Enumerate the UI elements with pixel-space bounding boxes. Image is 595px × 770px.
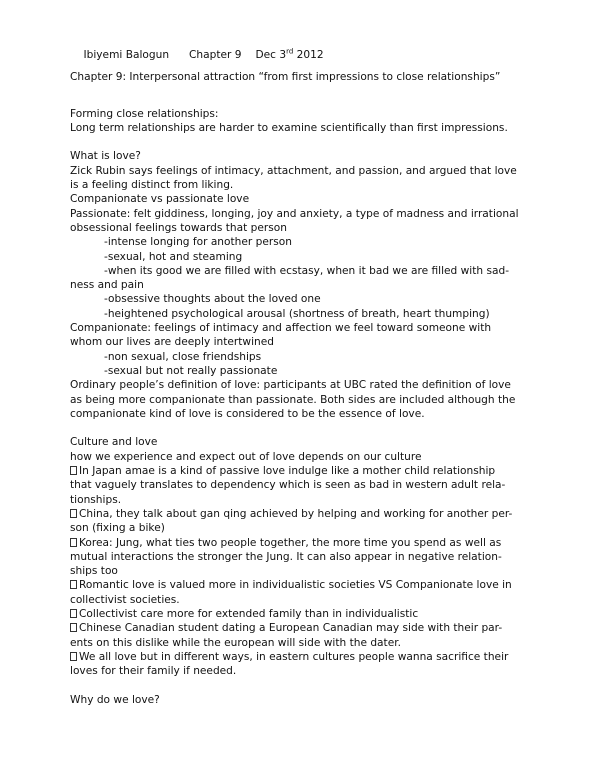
chapter-title: Chapter 9: Interpersonal attraction “from first impressions to close relationships” xyxy=(70,71,501,83)
list-item: Korea: Jung, what ties two people together, the more time you spend as well as xyxy=(70,536,560,550)
why-love-heading: Why do we love? xyxy=(70,693,160,706)
list-item: China, they talk about gan qing achieved by helping and working for another per- xyxy=(70,507,560,521)
text-line: Companionate vs passionate love xyxy=(70,193,250,206)
indented-item: -non sexual, close friendships xyxy=(104,350,262,363)
indented-item: -sexual but not really passionate xyxy=(104,364,278,377)
list-item-cont: tionships. xyxy=(70,493,122,506)
checkbox-icon xyxy=(70,609,77,618)
list-item-cont: ships too xyxy=(70,565,118,578)
text-line: Companionate: feelings of intimacy and affection we feel toward someone with xyxy=(70,322,492,335)
text-line: as being more companionate than passionate. Both sides are included although the xyxy=(70,393,516,406)
checkbox-icon xyxy=(70,580,77,589)
checkbox-icon xyxy=(70,538,77,547)
text-line: obsessional feelings towards that person xyxy=(70,221,287,234)
culture-heading: Culture and love xyxy=(70,436,158,449)
text-line: companionate kind of love is considered to be the essence of love. xyxy=(70,407,425,420)
love-heading: What is love? xyxy=(70,150,141,163)
indented-item: -when its good we are filled with ecstasy, when it bad we are filled with sad- xyxy=(104,264,510,277)
text-line: is a feeling distinct from liking. xyxy=(70,179,234,192)
text-line: whom our lives are deeply intertwined xyxy=(70,336,274,349)
list-item-cont: that vaguely translates to dependency which is seen as bad in western adult rela- xyxy=(70,479,506,492)
chapter-label: Chapter 9 xyxy=(189,49,242,62)
checkbox-icon xyxy=(70,466,77,475)
list-item: Collectivist care more for extended family than in individualistic xyxy=(70,607,560,621)
list-item: We all love but in different ways, in eastern cultures people wanna sacrifice their xyxy=(70,650,560,664)
document-page xyxy=(70,34,560,707)
list-item: Romantic love is valued more in individualistic societies VS Companionate love in xyxy=(70,578,560,592)
list-item-cont: son (fixing a bike) xyxy=(70,522,165,535)
indented-item: -intense longing for another person xyxy=(104,236,292,249)
list-item-cont: loves for their family if needed. xyxy=(70,665,237,678)
text-line: Passionate: felt giddiness, longing, joy and anxiety, a type of madness and irrational xyxy=(70,207,519,220)
text-line: ness and pain xyxy=(70,279,144,292)
bullet-list xyxy=(70,464,560,678)
indented-item: -obsessive thoughts about the loved one xyxy=(104,293,321,306)
forming-heading: Forming close relationships: xyxy=(70,107,219,120)
indented-item: -heightened psychological arousal (shortness of breath, heart thumping) xyxy=(104,307,490,320)
list-item: In Japan amae is a kind of passive love indulge like a mother child relationship xyxy=(70,464,560,478)
checkbox-icon xyxy=(70,509,77,518)
indented-item: -sexual, hot and steaming xyxy=(104,250,243,263)
author-name: Ibiyemi Balogun xyxy=(83,49,170,62)
text-line: how we experience and expect out of love depends on our culture xyxy=(70,450,422,463)
text-line: Zick Rubin says feelings of intimacy, attachment, and passion, and argued that love xyxy=(70,164,517,177)
date: Dec 3rd 2012 xyxy=(255,47,324,62)
checkbox-icon xyxy=(70,652,77,661)
forming-text: Long term relationships are harder to examine scientifically than first impressions. xyxy=(70,121,508,134)
list-item-cont: mutual interactions the stronger the Jung. It can also appear in negative relation- xyxy=(70,550,502,563)
list-item: Chinese Canadian student dating a European Canadian may side with their par- xyxy=(70,621,560,635)
text-line: Ordinary people’s definition of love: participants at UBC rated the definition of love xyxy=(70,379,511,392)
list-item-cont: collectivist societies. xyxy=(70,593,180,606)
checkbox-icon xyxy=(70,623,77,632)
document-header xyxy=(70,34,560,62)
list-item-cont: ents on this dislike while the european will side with the dater. xyxy=(70,636,401,649)
